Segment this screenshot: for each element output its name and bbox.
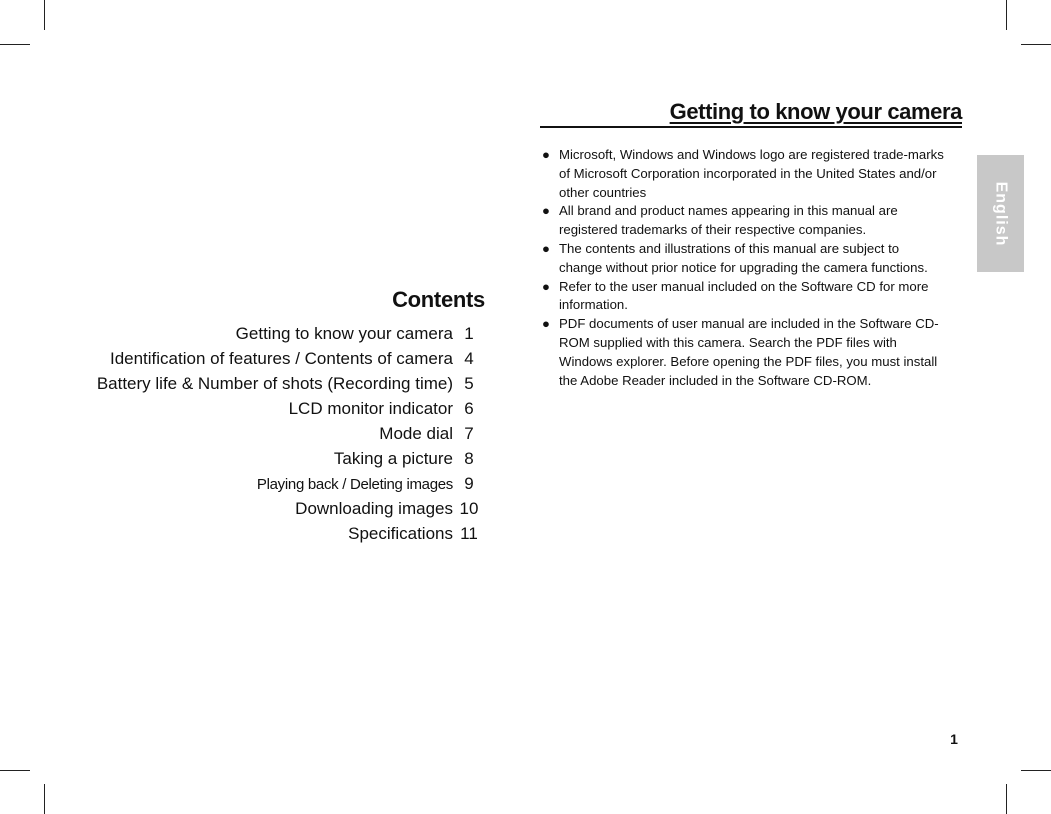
toc-item-label: Identification of features / Contents of camera <box>109 349 453 368</box>
toc-item[interactable] <box>15 424 485 449</box>
contents-title: Contents <box>392 287 485 312</box>
note-text: All brand and product names appearing in this manual are registered trademarks of their respective companies. <box>559 203 898 238</box>
language-tab-label: English <box>992 181 1010 246</box>
toc-item-label: Playing back / Deleting images <box>256 476 453 493</box>
toc-item-label: Battery life & Number of shots (Recording time) <box>96 374 453 393</box>
section-header <box>540 100 962 128</box>
section-heading: Getting to know your camera <box>669 99 962 124</box>
crop-mark <box>1021 770 1051 771</box>
note-item <box>540 278 946 316</box>
note-text: Refer to the user manual included on the Software CD for more information. <box>559 278 929 313</box>
toc-item-page: 1 <box>464 324 474 343</box>
toc-item-label: LCD monitor indicator <box>288 399 453 418</box>
toc-item[interactable] <box>15 324 485 349</box>
note-item <box>540 315 946 390</box>
crop-mark <box>1006 784 1007 814</box>
toc-item-label: Specifications <box>348 524 453 543</box>
toc-item[interactable] <box>15 449 485 474</box>
toc-item[interactable] <box>15 524 485 549</box>
toc-item-page: 8 <box>464 449 474 468</box>
bullet-icon: ● <box>542 316 550 332</box>
crop-mark <box>1006 0 1007 30</box>
bullet-icon: ● <box>542 278 550 294</box>
notes-list <box>540 146 946 390</box>
bullet-icon: ● <box>542 203 550 219</box>
toc-item-label: Downloading images <box>295 499 453 518</box>
toc-item-page: 5 <box>464 374 474 393</box>
note-item <box>540 146 946 202</box>
toc-item[interactable] <box>15 474 485 499</box>
toc-item[interactable] <box>15 399 485 424</box>
toc-item[interactable] <box>15 349 485 374</box>
table-of-contents <box>15 324 485 549</box>
toc-item-label: Taking a picture <box>333 449 453 468</box>
bullet-icon: ● <box>542 240 550 256</box>
toc-item-page: 11 <box>460 524 478 543</box>
language-tab <box>977 155 1024 272</box>
note-item <box>540 240 946 278</box>
toc-item-page: 6 <box>464 399 474 418</box>
crop-mark <box>44 0 45 30</box>
toc-item-label: Getting to know your camera <box>235 324 453 343</box>
toc-item[interactable] <box>15 374 485 399</box>
page-number: 1 <box>950 731 958 747</box>
crop-mark <box>0 770 30 771</box>
toc-item-page: 9 <box>464 474 474 493</box>
toc-item-page: 7 <box>464 424 474 443</box>
note-text: PDF documents of user manual are included in the Software CD-ROM supplied with this camera. Search the PDF files with Windows explorer. Before opening the PDF files, you must install the Adobe Reader included in the Software CD-ROM. <box>559 316 939 388</box>
toc-item-page: 10 <box>459 499 479 518</box>
note-item <box>540 202 946 240</box>
note-text: Microsoft, Windows and Windows logo are registered trade-marks of Microsoft Corporation incorporated in the United States and/or other countries <box>559 147 944 200</box>
crop-mark <box>0 44 30 45</box>
bullet-icon: ● <box>542 147 550 162</box>
crop-mark <box>44 784 45 814</box>
crop-mark <box>1021 44 1051 45</box>
toc-item-label: Mode dial <box>379 424 453 443</box>
toc-item-page: 4 <box>464 349 474 368</box>
toc-item[interactable] <box>15 499 485 524</box>
note-text: The contents and illustrations of this manual are subject to change without prior notice for upgrading the camera functions. <box>559 240 928 275</box>
